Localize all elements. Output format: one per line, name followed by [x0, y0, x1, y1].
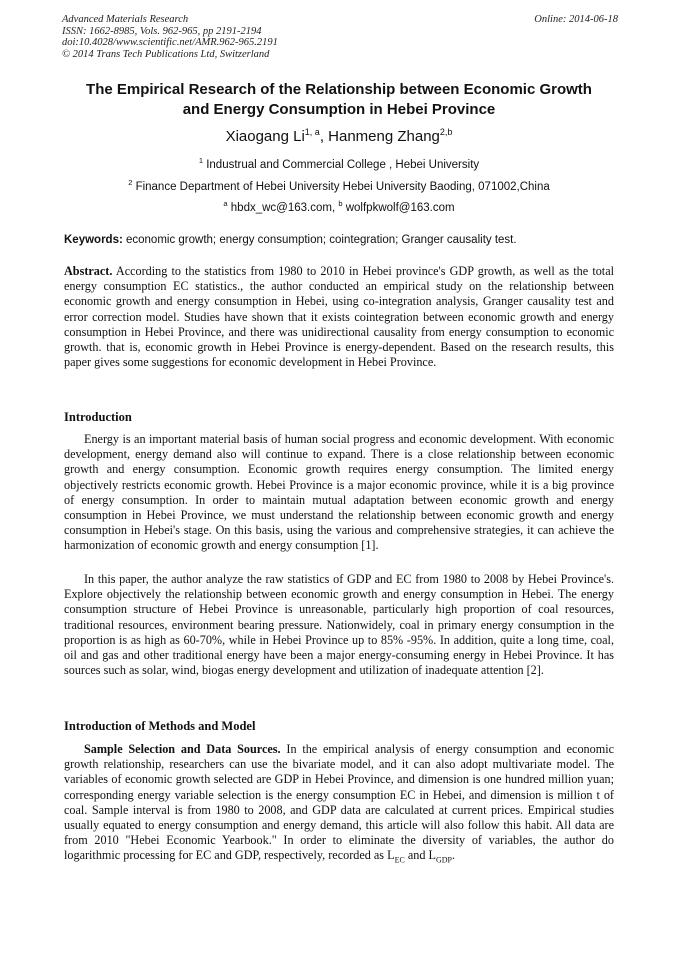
- author-separator: ,: [319, 128, 329, 145]
- author-superscript: 1, a: [304, 127, 320, 137]
- affiliation-text: Industrual and Commercial College , Hebei University: [206, 158, 480, 171]
- methods-paragraph: Sample Selection and Data Sources. In the empirical analysis of energy consumption and economic growth relationship, researchers can use the bivariate model, and it can also adopt multivariate model. The variables of economic growth selected are GDP in Hebei Province, and dimension is one hundred million yuan; corresponding energy variable selection is the energy consumption EC in Hebei, and dimension is million t of coal. Sample interval is from 1980 to 2008, and GDP data are calculated at current prices. Empirical studies usually equated to energy consumption and energy demand, this article will also follow this habit. All data are from 2010 "Hebei Economic Yearbook." In order to eliminate the diversity of variables, the author do logarithmic processing for EC and GDP, respectively, recorded as $L_{EC}$ and $L_{GDP}$.: [64, 742, 615, 865]
- journal-doi: doi:10.4028/www.scientific.net/AMR.962-965.2191: [62, 37, 278, 48]
- abstract-text: According to the statistics from 1980 to 2010 in Hebei province's GDP growth, as well as the total energy consumption EC statistics., the author conducted an empirical study on the relationship between economic growth and energy consumption in Hebei, using co-integration analysis, Granger causality test and error correction model. Studies have shown that it exists cointegration between economic growth and energy consumption in Hebei Province, and there was unidirectional causality from energy consumption to economic growth. that is, economic growth in Hebei Province is energy-dependent. Based on the research results, this paper gives some suggestions for economic development in Hebei Province.: [64, 264, 614, 370]
- journal-header: [62, 14, 618, 60]
- author-name: Xiaogang Li: [225, 128, 305, 145]
- section-heading-methods: Introduction of Methods and Model: [64, 719, 256, 733]
- email-marker: b: [338, 199, 343, 208]
- author-list: [0, 127, 678, 145]
- author-superscript: 2,b: [439, 127, 453, 137]
- subsection-label: Sample Selection and Data Sources.: [84, 742, 281, 756]
- affiliation-2: [0, 178, 678, 193]
- title-line-1: The Empirical Research of the Relationship between Economic Growth: [86, 81, 592, 98]
- author-name: Hanmeng Zhang: [328, 128, 440, 145]
- journal-issn: ISSN: 1662-8985, Vols. 962-965, pp 2191-2194: [62, 25, 262, 37]
- paper-title: [40, 80, 638, 120]
- journal-copyright: © 2014 Trans Tech Publications Ltd, Switzerland: [62, 48, 270, 60]
- section-heading-introduction: Introduction: [64, 410, 132, 424]
- variable-lec: $L_{EC}$: [387, 848, 405, 865]
- keywords: [64, 234, 624, 246]
- introduction-paragraph: Energy is an important material basis of human social progress and economic development. With economic development, energy demand also will continue to expand. There is a close relationship between economic growth and energy consumption. Economic growth requires energy consumption. The limited energy objectively restricts economic growth. Hebei Province is a major economic province, while it is a big province of energy consumption. In order to maintain mutual adaptation between economic growth and energy consumption in Hebei Province, we must understand the relationship between economic growth and energy consumption in Hebei's stage. On this basis, using the various and comprehensive strategies, it can achieve the harmonization of economic growth and energy consumption [1].: [64, 432, 614, 553]
- introduction-paragraph: In this paper, the author analyze the raw statistics of GDP and EC from 1980 to 2008 by Hebei Province's. Explore objectively the relationship between economic growth and energy consumption in Hebei. The energy consumption structure of Hebei Province is unreasonable, particularly high proportion of coal resources, traditional resources, environment bearing pressure. Nationwidely, coal in primary energy consumption in the proportion is as high as 60-70%, while in Hebei Province up to 85% -95%. In addition, quite a long time, coal, oil and gas and other traditional energy have been a major energy-consuming energy in Hebei Province. It has sources such as solar, wind, biogas energy development and utilization of inadequate attention [2].: [64, 572, 614, 678]
- online-date: Online: 2014-06-18: [534, 14, 618, 25]
- email-link[interactable]: hbdx_wc@163.com,: [230, 201, 336, 214]
- variable-lgdp: $L_{GDP}$: [428, 848, 452, 865]
- email-link[interactable]: wolfpkwolf@163.com: [345, 201, 455, 214]
- affiliation-marker: 2: [128, 178, 133, 187]
- affiliation-text: Finance Department of Hebei University Hebei University Baoding, 071002,China: [135, 180, 550, 193]
- affiliation-marker: 1: [198, 156, 204, 165]
- affiliation-1: [0, 156, 678, 171]
- author-emails: [0, 199, 678, 214]
- methods-text: In the empirical analysis of energy consumption and economic growth relationship, researchers can use the bivariate model, and it can also adopt multivariate model. The variables of economic growth selected are GDP in Hebei Province, and dimension is one hundred million yuan; corresponding energy variable selection is the energy consumption EC in Hebei, and dimension is million t of coal. Sample interval is from 1980 to 2008, and GDP data are calculated at current prices. Empirical studies usually equated to energy consumption and energy demand, this article will also follow this habit. All data are from 2010 "Hebei Economic Yearbook." In order to eliminate the diversity of variables, the author do logarithmic processing for EC and GDP, respectively, recorded as: [64, 742, 615, 863]
- abstract: [64, 264, 614, 370]
- keywords-text: economic growth; energy consumption; cointegration; Granger causality test.: [126, 234, 517, 246]
- journal-name: Advanced Materials Research: [62, 14, 189, 25]
- email-marker: a: [223, 199, 228, 208]
- keywords-label: Keywords:: [64, 234, 123, 246]
- abstract-label: Abstract.: [64, 264, 113, 278]
- title-line-2: and Energy Consumption in Hebei Province: [182, 101, 496, 118]
